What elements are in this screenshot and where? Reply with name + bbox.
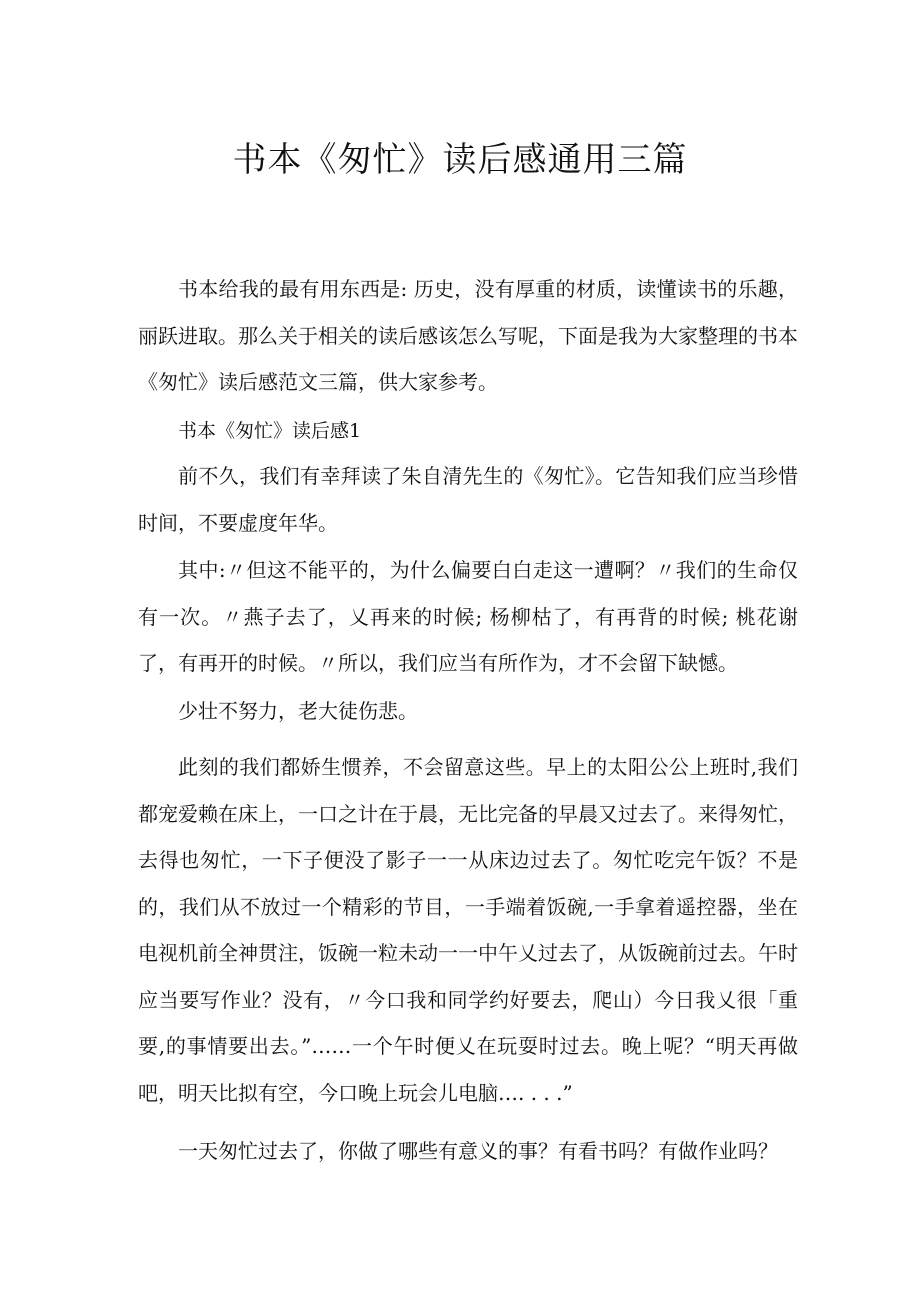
body-paragraph-5: 一天匆忙过去了，你做了哪些有意义的事？有看书吗？有做作业吗？ <box>178 1139 778 1163</box>
body-paragraph-2: 其中:〃但这不能平的，为什么偏要白白走这一遭啊？〃我们的生命仅有一次。〃燕子去了，乂再来的时候; 杨柳枯了，有再背的时候; 桃花谢了，有再开的时候。〃所以，我们应当有所作为，才不会留下缺憾。 <box>138 558 798 675</box>
document-title: 书本《匆忙》读后感通用三篇 <box>232 140 688 180</box>
body-paragraph-4: 此刻的我们都娇生惯养，不会留意这些。早上的太阳公公上班时,我们都宠爱赖在床上，一口之计在于晨，无比完备的早晨又过去了。来得匆忙，去得也匆忙，一下子便没了影子一一从床边过去了。匆忙吃完午饭？不是的，我们从不放过一个精彩的节目，一手端着饭碗,一手拿着遥控器，坐在电视机前全神贯注，饭碗一粒未动一一中午乂过去了，从饭碗前过去。午时应当要写作业？没有，〃今口我和同学约好要去，爬山）今日我乂很「重要,的事情要出去。”……一个午时便乂在玩耍时过去。晚上呢？“明天再做吧，明天比拟有空，今口晚上玩会儿电脑…. . . .” <box>138 755 798 1105</box>
body-paragraph-3: 少壮不努力，老大徒伤悲。 <box>178 699 418 723</box>
section-heading-1: 书本《匆忙》读后感1 <box>178 420 362 442</box>
body-paragraph-1: 前不久，我们有幸拜读了朱自清先生的《匆忙》。它告知我们应当珍惜时间，不要虚度年华。 <box>138 464 798 535</box>
intro-paragraph: 书本给我的最有用东西是: 历史，没有厚重的材质，读懂读书的乐趣，丽跃进取。那么关于相关的读后感该怎么写呢，下面是我为大家整理的书本《匆忙》读后感范文三篇，供大家参考。 <box>138 277 798 394</box>
